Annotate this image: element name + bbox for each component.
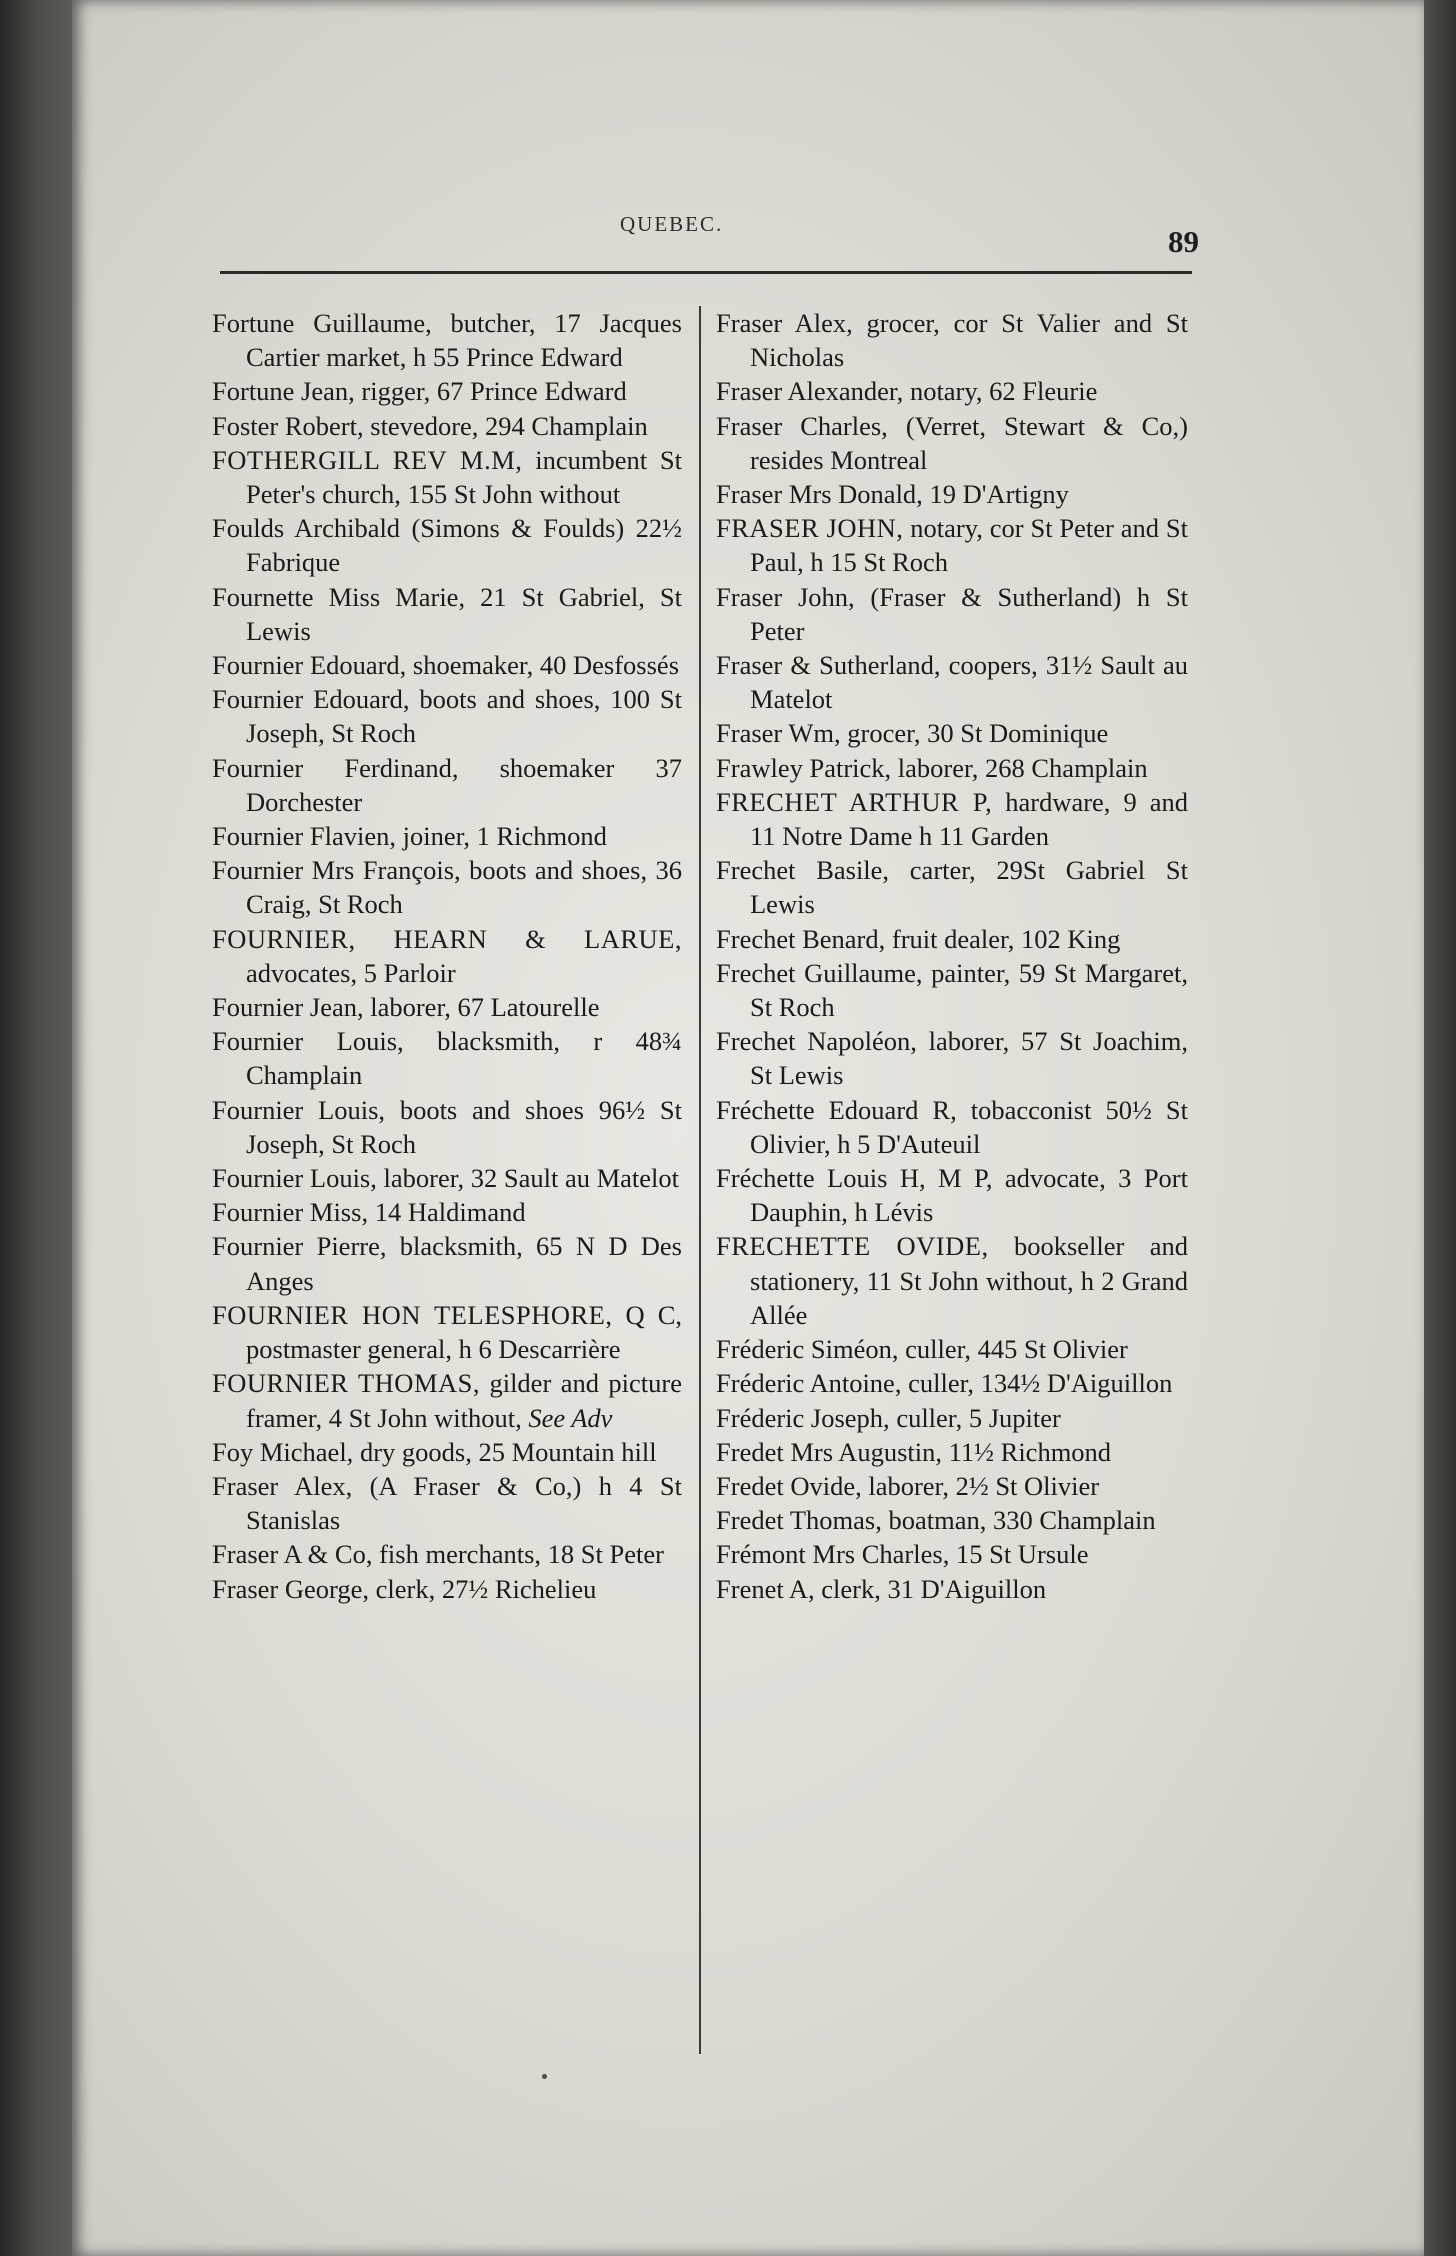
entry-name: Frechet Napoléon, bbox=[716, 1026, 917, 1057]
running-head: QUEBEC. bbox=[620, 212, 724, 236]
entry-details: rigger, 67 Prince Edward bbox=[354, 376, 627, 407]
entry-details: clerk, 31 D'Aiguillon bbox=[814, 1573, 1047, 1604]
entry-details: stevedore, 294 Champlain bbox=[363, 410, 648, 441]
entry-name: Fréderic Antoine, bbox=[716, 1368, 902, 1399]
directory-entry bbox=[716, 1572, 1188, 1606]
directory-entry bbox=[716, 1093, 1188, 1161]
entry-name: Fréchette Edouard R, bbox=[716, 1094, 957, 1125]
directory-entry bbox=[212, 1469, 682, 1537]
directory-entry bbox=[212, 751, 682, 819]
directory-entry bbox=[212, 580, 682, 648]
header-rule bbox=[220, 271, 1192, 274]
entry-details: butcher, 17 Jacques Cartier market, h 55 Prince Edward bbox=[246, 308, 682, 373]
entry-details: grocer, 30 St Dominique bbox=[840, 718, 1109, 749]
entry-name: Fréderic Joseph, bbox=[716, 1402, 890, 1433]
entry-name: Fredet Mrs Augustin, bbox=[716, 1436, 942, 1467]
entry-details: hardware, 9 and 11 Notre Dame h 11 Garden bbox=[750, 786, 1188, 852]
entry-details: laborer, 32 Sault au Matelot bbox=[376, 1163, 680, 1194]
directory-entry bbox=[212, 1024, 682, 1092]
entry-name: FRECHET ARTHUR P, bbox=[716, 786, 993, 817]
entry-name: Foy Michael, bbox=[212, 1436, 354, 1467]
entry-details: culler, 445 St Olivier bbox=[898, 1334, 1128, 1365]
entry-name: Fournier Mrs François, bbox=[212, 855, 461, 886]
entry-details: notary, 62 Fleurie bbox=[903, 376, 1098, 407]
entry-details: boatman, 330 Champlain bbox=[881, 1505, 1156, 1536]
entry-name: FOURNIER THOMAS, bbox=[212, 1368, 481, 1399]
directory-entry bbox=[716, 956, 1188, 1024]
entry-details: blacksmith, 65 N D Des Anges bbox=[246, 1231, 682, 1296]
entry-name: Frechet Guillaume, bbox=[716, 957, 923, 988]
entry-name: Fournette Miss Marie, bbox=[212, 581, 466, 612]
entry-details: 15 St Ursule bbox=[949, 1539, 1089, 1570]
directory-entry bbox=[716, 922, 1188, 956]
directory-entry bbox=[212, 819, 682, 853]
entry-details: coopers, 31½ Sault au Matelot bbox=[750, 650, 1188, 715]
directory-entry bbox=[716, 716, 1188, 750]
previous-page-edge bbox=[0, 0, 72, 2256]
directory-entry bbox=[212, 511, 682, 579]
entry-details: shoemaker, 40 Desfossés bbox=[406, 650, 680, 681]
entry-details: 21 St Gabriel, St Lewis bbox=[246, 581, 682, 646]
entry-details: boots and shoes 96½ St Joseph, St Roch bbox=[246, 1094, 682, 1159]
entry-name: Fournier Edouard, bbox=[212, 650, 407, 681]
entry-name: Fournier Louis, bbox=[212, 1094, 386, 1125]
directory-entry bbox=[716, 1435, 1188, 1469]
entry-details: 19 D'Artigny bbox=[922, 479, 1069, 510]
entry-details: blacksmith, r 48¾ Champlain bbox=[246, 1026, 682, 1091]
entry-name: FOTHERGILL REV M.M, bbox=[212, 444, 523, 475]
directory-entry bbox=[212, 443, 682, 511]
directory-entry bbox=[716, 409, 1188, 477]
directory-entry bbox=[716, 785, 1188, 853]
entry-name: Frémont Mrs Charles, bbox=[716, 1539, 950, 1570]
directory-entry bbox=[716, 1366, 1188, 1400]
entry-name: FRECHETTE OVIDE, bbox=[716, 1231, 989, 1262]
directory-entry bbox=[212, 409, 682, 443]
entry-details: laborer, 67 Latourelle bbox=[363, 992, 600, 1023]
entry-details: tobacconist 50½ St Olivier, h 5 D'Auteuil bbox=[750, 1094, 1188, 1159]
entry-name: Foster Robert, bbox=[212, 410, 364, 441]
entry-details: culler, 5 Jupiter bbox=[889, 1402, 1061, 1433]
directory-entry bbox=[212, 990, 682, 1024]
directory-entry bbox=[716, 374, 1188, 408]
entry-name: Fortune Jean, bbox=[212, 376, 355, 407]
printer-mark bbox=[542, 2074, 547, 2079]
entry-details: fish merchants, 18 St Peter bbox=[372, 1539, 664, 1570]
entry-details: painter, 59 St Margaret, St Roch bbox=[750, 957, 1188, 1023]
entry-details: clerk, 27½ Richelieu bbox=[368, 1573, 597, 1604]
directory-entry bbox=[716, 477, 1188, 511]
entry-details: shoemaker 37 Dorchester bbox=[246, 752, 682, 817]
directory-entry bbox=[212, 1572, 682, 1606]
directory-entry bbox=[716, 580, 1188, 648]
entry-name: Fournier Jean, bbox=[212, 992, 364, 1023]
directory-entry bbox=[716, 1469, 1188, 1503]
directory-entry bbox=[212, 1229, 682, 1297]
entry-details: dry goods, 25 Mountain hill bbox=[353, 1436, 657, 1467]
directory-entry bbox=[716, 1229, 1188, 1332]
left-column bbox=[212, 306, 682, 1606]
directory-entry bbox=[716, 1024, 1188, 1092]
entry-details: laborer, 57 St Joachim, St Lewis bbox=[750, 1026, 1188, 1091]
entry-name: Fréderic Siméon, bbox=[716, 1334, 899, 1365]
directory-entry bbox=[716, 1332, 1188, 1366]
directory-entry bbox=[716, 751, 1188, 785]
directory-entry bbox=[212, 648, 682, 682]
entry-name: Fortune Guillaume, bbox=[212, 308, 432, 338]
entry-name: Fraser John, bbox=[716, 581, 855, 612]
entry-name: Foulds Archibald bbox=[212, 513, 401, 544]
entry-name: Fraser & Sutherland, bbox=[716, 650, 941, 681]
entry-details: Q C, postmaster general, h 6 Descarrière bbox=[246, 1299, 682, 1365]
directory-entry bbox=[212, 1435, 682, 1469]
column-divider bbox=[699, 306, 701, 2054]
directory-entry bbox=[212, 1161, 682, 1195]
directory-entry bbox=[212, 1537, 682, 1571]
entry-details: 11½ Richmond bbox=[942, 1436, 1112, 1467]
entry-details: boots and shoes, 36 Craig, St Roch bbox=[246, 855, 682, 920]
entry-details: incumbent St Peter's church, 155 St John without bbox=[246, 444, 682, 510]
entry-name: Fréchette Louis H, M P, bbox=[716, 1163, 993, 1194]
entry-details: culler, 134½ D'Aiguillon bbox=[901, 1368, 1173, 1399]
entry-details: fruit dealer, 102 King bbox=[885, 923, 1121, 954]
entry-details: boots and shoes, 100 St Joseph, St Roch bbox=[246, 684, 682, 749]
entry-name: Fraser Mrs Donald, bbox=[716, 479, 923, 510]
entry-name: Frechet Basile, bbox=[716, 855, 890, 886]
entry-name: Frenet A, bbox=[716, 1573, 815, 1604]
directory-entry bbox=[212, 682, 682, 750]
entry-details: (Fraser & Sutherland) h St Peter bbox=[750, 581, 1188, 646]
entry-details: 14 Haldimand bbox=[368, 1197, 526, 1228]
directory-entry bbox=[716, 306, 1188, 374]
entry-name: Fraser Wm, bbox=[716, 718, 841, 749]
entry-name: Fournier Louis, bbox=[212, 1026, 404, 1057]
directory-entry bbox=[212, 1195, 682, 1229]
entry-details: advocate, 3 Port Dauphin, h Lévis bbox=[750, 1163, 1188, 1228]
directory-entry bbox=[716, 1537, 1188, 1571]
entry-name: Fraser Alexander, bbox=[716, 376, 904, 407]
entry-details: (Verret, Stewart & Co,) resides Montreal bbox=[750, 410, 1188, 475]
directory-entry bbox=[212, 1298, 682, 1366]
entry-details: advocates, 5 Parloir bbox=[246, 957, 456, 988]
entry-name: Frawley Patrick, bbox=[716, 752, 892, 783]
entry-name: Fraser Charles, bbox=[716, 410, 888, 441]
entry-name: FOURNIER, HEARN & LARUE, bbox=[212, 923, 682, 954]
entry-details: laborer, 268 Champlain bbox=[891, 752, 1148, 783]
page-number: 89 bbox=[1168, 224, 1199, 259]
directory-entry bbox=[212, 922, 682, 990]
entry-details: laborer, 2½ St Olivier bbox=[861, 1470, 1100, 1501]
entry-name: Fournier Louis, bbox=[212, 1163, 377, 1194]
directory-entry bbox=[716, 1161, 1188, 1229]
entry-details: (A Fraser & Co,) h 4 St Stanislas bbox=[246, 1470, 682, 1536]
entry-details: (Simons & Foulds) 22½ Fabrique bbox=[246, 513, 682, 578]
entry-name: Fredet Ovide, bbox=[716, 1470, 862, 1501]
entry-name: Fournier Flavien, bbox=[212, 821, 396, 852]
entry-name: Fraser Alex, bbox=[716, 308, 853, 338]
entry-name: FRASER JOHN, bbox=[716, 513, 904, 544]
entry-name: Fredet Thomas, bbox=[716, 1505, 882, 1536]
entry-details: gilder and picture framer, 4 St John without, bbox=[246, 1368, 682, 1433]
entry-name: Fournier Ferdinand, bbox=[212, 752, 459, 783]
entry-name: Fraser Alex, bbox=[212, 1470, 353, 1501]
entry-name: Fraser George, bbox=[212, 1573, 369, 1604]
entry-details: joiner, 1 Richmond bbox=[396, 821, 607, 852]
directory-entry bbox=[212, 306, 682, 374]
directory-entry bbox=[212, 374, 682, 408]
directory-entry bbox=[716, 1503, 1188, 1537]
directory-entry bbox=[212, 853, 682, 921]
entry-name: Frechet Benard, bbox=[716, 923, 886, 954]
directory-entry bbox=[716, 1401, 1188, 1435]
entry-details: carter, 29St Gabriel St Lewis bbox=[750, 855, 1188, 920]
entry-name: Fournier Edouard, bbox=[212, 684, 410, 715]
directory-entry bbox=[212, 1093, 682, 1161]
entry-details: notary, cor St Peter and St Paul, h 15 St Roch bbox=[750, 513, 1188, 578]
entry-name: Fournier Miss, bbox=[212, 1197, 369, 1228]
directory-entry bbox=[212, 1366, 682, 1434]
right-column bbox=[716, 306, 1188, 1606]
directory-entry bbox=[716, 853, 1188, 921]
entry-details: grocer, cor St Valier and St Nicholas bbox=[750, 308, 1188, 373]
directory-entry bbox=[716, 511, 1188, 579]
entry-advertisement-note: See Adv bbox=[521, 1402, 613, 1433]
entry-name: Fournier Pierre, bbox=[212, 1231, 387, 1262]
directory-entry bbox=[716, 648, 1188, 716]
entry-details: bookseller and stationery, 11 St John without, h 2 Grand Allée bbox=[750, 1231, 1188, 1330]
entry-name: Fraser A & Co, bbox=[212, 1539, 373, 1570]
entry-name: FOURNIER HON TELESPHORE, bbox=[212, 1299, 613, 1330]
